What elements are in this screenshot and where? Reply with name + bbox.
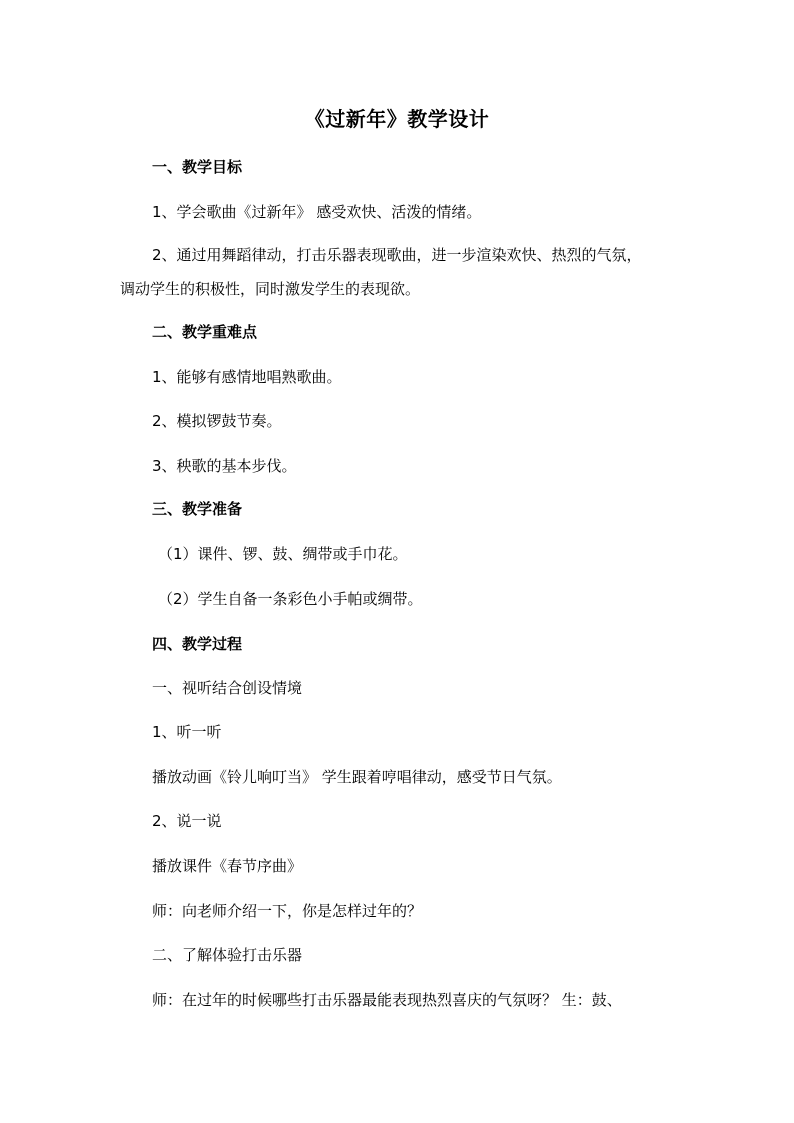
section-heading-preparation: 三、教学准备 <box>152 500 243 518</box>
key-point-item-1: 1、能够有感情地唱熟歌曲。 <box>152 368 342 386</box>
process-subheading-1: 一、视听结合创设情境 <box>152 679 303 697</box>
preparation-item-1: （1）课件、锣、鼓、绸带或手巾花。 <box>158 545 408 563</box>
objective-item-2-line-1: 2、通过用舞蹈律动，打击乐器表现歌曲，进一步渲染欢快、热烈的气氛， <box>152 246 642 264</box>
process-step-1: 1、听一听 <box>152 723 222 741</box>
document-title: 《过新年》教学设计 <box>304 107 490 131</box>
section-heading-process: 四、教学过程 <box>152 635 243 653</box>
teacher-question-2: 师：在过年的时候哪些打击乐器最能表现热烈喜庆的气氛呀？ 生：鼓、 <box>152 991 622 1009</box>
objective-item-2-line-2: 调动学生的积极性，同时激发学生的表现欲。 <box>120 280 421 298</box>
preparation-item-2: （2）学生自备一条彩色小手帕或绸带。 <box>158 590 423 608</box>
key-point-item-3: 3、秧歌的基本步伐。 <box>152 457 297 475</box>
key-point-item-2: 2、模拟锣鼓节奏。 <box>152 412 282 430</box>
process-step-1-text: 播放动画《铃儿响叮当》 学生跟着哼唱律动，感受节日气氛。 <box>152 768 562 786</box>
objective-item-1: 1、学会歌曲《过新年》 感受欢快、活泼的情绪。 <box>152 203 482 221</box>
process-step-2-text: 播放课件《春节序曲》 <box>152 857 303 875</box>
section-heading-key-points: 二、教学重难点 <box>152 323 258 341</box>
section-heading-objectives: 一、教学目标 <box>152 158 243 176</box>
process-step-2: 2、说一说 <box>152 812 222 830</box>
teacher-question-1: 师：向老师介绍一下，你是怎样过年的？ <box>152 902 423 920</box>
process-subheading-2: 二、了解体验打击乐器 <box>152 946 303 964</box>
